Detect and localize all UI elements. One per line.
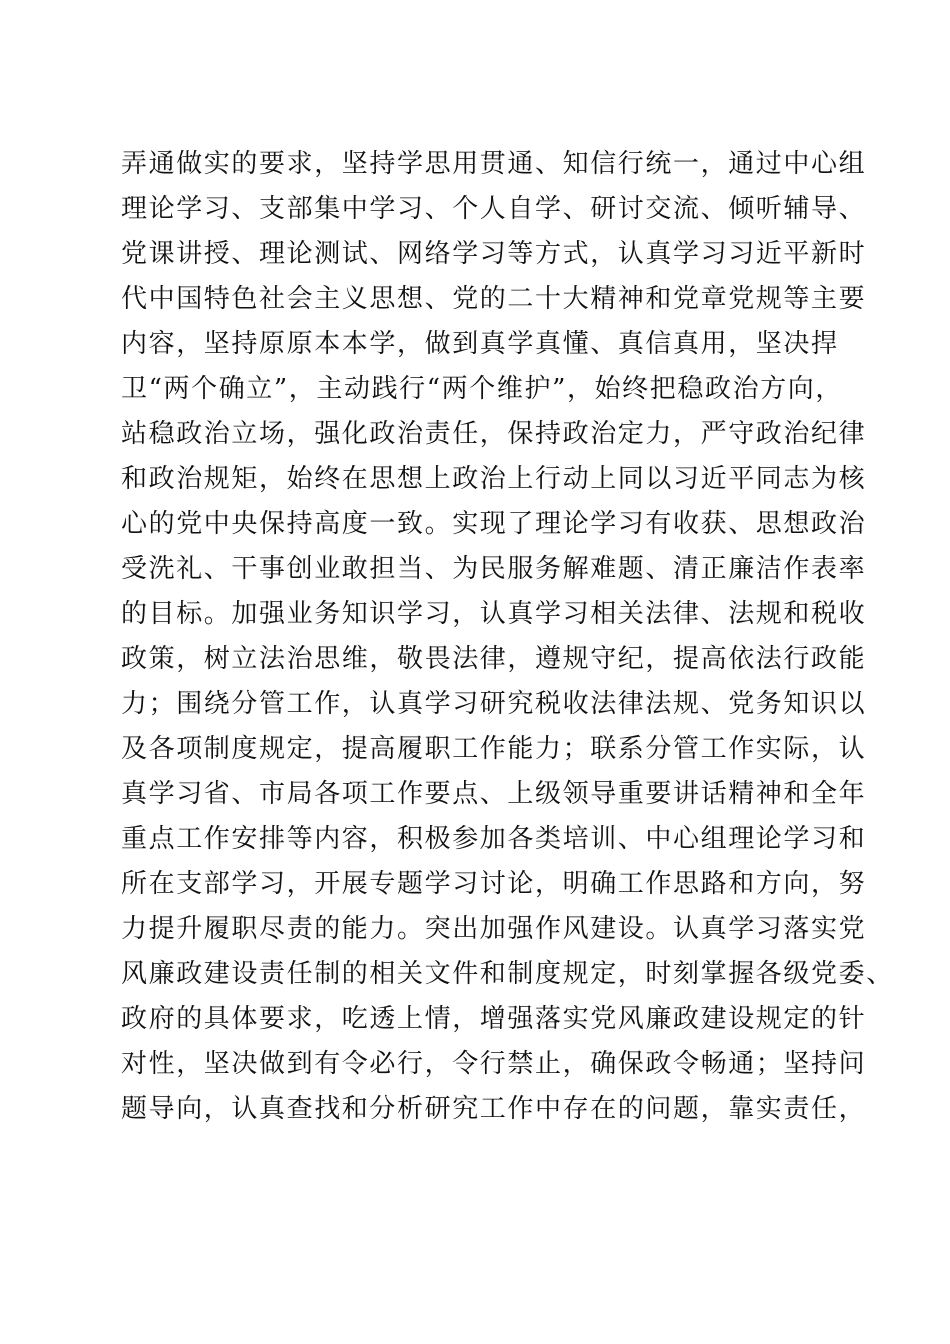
text-line: 风廉政建设责任制的相关文件和制度规定，时刻掌握各级党委、 bbox=[121, 959, 894, 989]
text-line: 力提升履职尽责的能力。突出加强作风建设。认真学习落实党 bbox=[121, 914, 867, 944]
text-line: 代中国特色社会主义思想、党的二十大精神和党章党规等主要 bbox=[121, 284, 867, 314]
text-line: 理论学习、支部集中学习、个人自学、研讨交流、倾听辅导、 bbox=[121, 194, 867, 224]
text-line: 内容，坚持原原本本学，做到真学真懂、真信真用，坚决捍 bbox=[121, 329, 839, 359]
text-line: 的目标。加强业务知识学习，认真学习相关法律、法规和税收 bbox=[121, 599, 867, 629]
text-line: 重点工作安排等内容，积极参加各类培训、中心组理论学习和 bbox=[121, 824, 867, 854]
text-line: 真学习省、市局各项工作要点、上级领导重要讲话精神和全年 bbox=[121, 779, 867, 809]
text-line: 题导向，认真查找和分析研究工作中存在的问题，靠实责任， bbox=[121, 1094, 867, 1124]
text-line: 弄通做实的要求，坚持学思用贯通、知信行统一，通过中心组 bbox=[121, 149, 867, 179]
text-line: 对性，坚决做到有令必行，令行禁止，确保政令畅通；坚持问 bbox=[121, 1049, 867, 1079]
text-line: 受洗礼、干事创业敢担当、为民服务解难题、清正廉洁作表率 bbox=[121, 554, 867, 584]
text-line: 卫“两个确立”，主动践行“两个维护”，始终把稳政治方向， bbox=[121, 374, 843, 404]
text-line: 心的党中央保持高度一致。实现了理论学习有收获、思想政治 bbox=[121, 509, 867, 539]
body-paragraph bbox=[121, 142, 894, 1132]
text-line: 及各项制度规定，提高履职工作能力；联系分管工作实际，认 bbox=[121, 734, 867, 764]
text-line: 政府的具体要求，吃透上情，增强落实党风廉政建设规定的针 bbox=[121, 1004, 867, 1034]
text-line: 站稳政治立场，强化政治责任，保持政治定力，严守政治纪律 bbox=[121, 419, 867, 449]
text-line: 力；围绕分管工作，认真学习研究税收法律法规、党务知识以 bbox=[121, 689, 867, 719]
text-line: 所在支部学习，开展专题学习讨论，明确工作思路和方向，努 bbox=[121, 869, 867, 899]
text-line: 党课讲授、理论测试、网络学习等方式，认真学习习近平新时 bbox=[121, 239, 867, 269]
text-line: 和政治规矩，始终在思想上政治上行动上同以习近平同志为核 bbox=[121, 464, 867, 494]
text-line: 政策，树立法治思维，敬畏法律，遵规守纪，提高依法行政能 bbox=[121, 644, 867, 674]
